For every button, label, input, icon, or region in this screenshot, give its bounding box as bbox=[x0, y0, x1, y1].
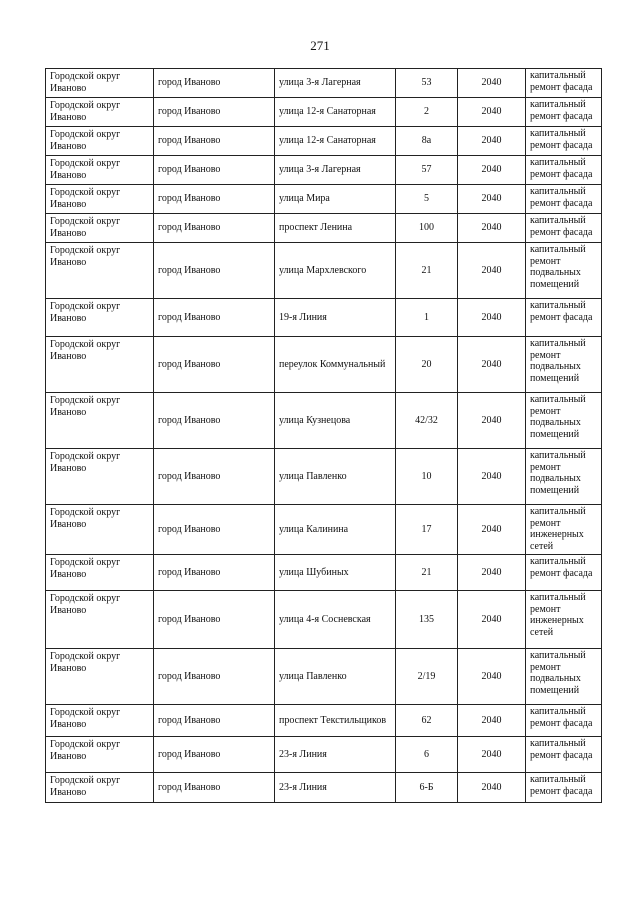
district-cell: Городской округ Иваново bbox=[46, 98, 154, 127]
district-cell: Городской округ Иваново bbox=[46, 449, 154, 505]
year-cell: 2040 bbox=[458, 591, 526, 649]
house-number-cell: 1 bbox=[396, 299, 458, 337]
city-cell: город Иваново bbox=[154, 737, 275, 773]
year-cell: 2040 bbox=[458, 185, 526, 214]
district-cell: Городской округ Иваново bbox=[46, 299, 154, 337]
city-cell: город Иваново bbox=[154, 555, 275, 591]
street-cell: улица 4-я Сосневская bbox=[275, 591, 396, 649]
city-cell: город Иваново bbox=[154, 69, 275, 98]
table-row bbox=[46, 69, 602, 98]
street-cell: улица 12-я Санаторная bbox=[275, 127, 396, 156]
district-cell: Городской округ Иваново bbox=[46, 649, 154, 705]
work-type-cell: капитальный ремонт фасада bbox=[526, 299, 602, 337]
table-row bbox=[46, 156, 602, 185]
work-type-cell: капитальный ремонт фасада bbox=[526, 185, 602, 214]
work-type-cell: капитальный ремонт подвальных помещений bbox=[526, 337, 602, 393]
street-cell: проспект Текстильщиков bbox=[275, 705, 396, 737]
repair-schedule-table bbox=[45, 68, 602, 803]
city-cell: город Иваново bbox=[154, 337, 275, 393]
house-number-cell: 17 bbox=[396, 505, 458, 555]
table-body bbox=[46, 69, 602, 803]
table-row bbox=[46, 127, 602, 156]
table-row bbox=[46, 649, 602, 705]
table-row bbox=[46, 299, 602, 337]
year-cell: 2040 bbox=[458, 505, 526, 555]
year-cell: 2040 bbox=[458, 214, 526, 243]
year-cell: 2040 bbox=[458, 449, 526, 505]
work-type-cell: капитальный ремонт инженерных сетей bbox=[526, 591, 602, 649]
work-type-cell: капитальный ремонт фасада bbox=[526, 773, 602, 803]
work-type-cell: капитальный ремонт фасада bbox=[526, 69, 602, 98]
district-cell: Городской округ Иваново bbox=[46, 555, 154, 591]
year-cell: 2040 bbox=[458, 737, 526, 773]
year-cell: 2040 bbox=[458, 243, 526, 299]
table-row bbox=[46, 449, 602, 505]
work-type-cell: капитальный ремонт фасада bbox=[526, 156, 602, 185]
work-type-cell: капитальный ремонт инженерных сетей bbox=[526, 505, 602, 555]
district-cell: Городской округ Иваново bbox=[46, 773, 154, 803]
district-cell: Городской округ Иваново bbox=[46, 737, 154, 773]
work-type-cell: капитальный ремонт подвальных помещений bbox=[526, 243, 602, 299]
year-cell: 2040 bbox=[458, 127, 526, 156]
year-cell: 2040 bbox=[458, 649, 526, 705]
year-cell: 2040 bbox=[458, 98, 526, 127]
city-cell: город Иваново bbox=[154, 773, 275, 803]
table-row bbox=[46, 337, 602, 393]
house-number-cell: 62 bbox=[396, 705, 458, 737]
city-cell: город Иваново bbox=[154, 127, 275, 156]
street-cell: улица Мира bbox=[275, 185, 396, 214]
year-cell: 2040 bbox=[458, 705, 526, 737]
street-cell: улица 3-я Лагерная bbox=[275, 156, 396, 185]
house-number-cell: 2 bbox=[396, 98, 458, 127]
year-cell: 2040 bbox=[458, 337, 526, 393]
work-type-cell: капитальный ремонт подвальных помещений bbox=[526, 449, 602, 505]
work-type-cell: капитальный ремонт фасада bbox=[526, 737, 602, 773]
district-cell: Городской округ Иваново bbox=[46, 505, 154, 555]
city-cell: город Иваново bbox=[154, 705, 275, 737]
street-cell: переулок Коммунальный bbox=[275, 337, 396, 393]
table-row bbox=[46, 705, 602, 737]
house-number-cell: 100 bbox=[396, 214, 458, 243]
house-number-cell: 135 bbox=[396, 591, 458, 649]
table-row bbox=[46, 591, 602, 649]
city-cell: город Иваново bbox=[154, 299, 275, 337]
year-cell: 2040 bbox=[458, 69, 526, 98]
district-cell: Городской округ Иваново bbox=[46, 69, 154, 98]
street-cell: улица 3-я Лагерная bbox=[275, 69, 396, 98]
city-cell: город Иваново bbox=[154, 505, 275, 555]
street-cell: проспект Ленина bbox=[275, 214, 396, 243]
city-cell: город Иваново bbox=[154, 591, 275, 649]
district-cell: Городской округ Иваново bbox=[46, 214, 154, 243]
house-number-cell: 6 bbox=[396, 737, 458, 773]
year-cell: 2040 bbox=[458, 299, 526, 337]
table-row bbox=[46, 773, 602, 803]
year-cell: 2040 bbox=[458, 773, 526, 803]
house-number-cell: 57 bbox=[396, 156, 458, 185]
district-cell: Городской округ Иваново bbox=[46, 243, 154, 299]
table-row bbox=[46, 243, 602, 299]
street-cell: улица Кузнецова bbox=[275, 393, 396, 449]
city-cell: город Иваново bbox=[154, 243, 275, 299]
work-type-cell: капитальный ремонт фасада bbox=[526, 555, 602, 591]
street-cell: 23-я Линия bbox=[275, 773, 396, 803]
page-number: 271 bbox=[310, 38, 330, 53]
city-cell: город Иваново bbox=[154, 185, 275, 214]
street-cell: улица Мархлевского bbox=[275, 243, 396, 299]
work-type-cell: капитальный ремонт подвальных помещений bbox=[526, 393, 602, 449]
table-row bbox=[46, 98, 602, 127]
table-row bbox=[46, 185, 602, 214]
street-cell: 19-я Линия bbox=[275, 299, 396, 337]
street-cell: улица Калинина bbox=[275, 505, 396, 555]
house-number-cell: 21 bbox=[396, 243, 458, 299]
table-row bbox=[46, 214, 602, 243]
work-type-cell: капитальный ремонт подвальных помещений bbox=[526, 649, 602, 705]
work-type-cell: капитальный ремонт фасада bbox=[526, 98, 602, 127]
work-type-cell: капитальный ремонт фасада bbox=[526, 214, 602, 243]
district-cell: Городской округ Иваново bbox=[46, 393, 154, 449]
house-number-cell: 42/32 bbox=[396, 393, 458, 449]
house-number-cell: 21 bbox=[396, 555, 458, 591]
house-number-cell: 6-Б bbox=[396, 773, 458, 803]
city-cell: город Иваново bbox=[154, 393, 275, 449]
house-number-cell: 5 bbox=[396, 185, 458, 214]
table-row bbox=[46, 393, 602, 449]
street-cell: улица Павленко bbox=[275, 449, 396, 505]
district-cell: Городской округ Иваново bbox=[46, 591, 154, 649]
house-number-cell: 10 bbox=[396, 449, 458, 505]
district-cell: Городской округ Иваново bbox=[46, 337, 154, 393]
work-type-cell: капитальный ремонт фасада bbox=[526, 127, 602, 156]
house-number-cell: 2/19 bbox=[396, 649, 458, 705]
house-number-cell: 20 bbox=[396, 337, 458, 393]
city-cell: город Иваново bbox=[154, 156, 275, 185]
street-cell: 23-я Линия bbox=[275, 737, 396, 773]
work-type-cell: капитальный ремонт фасада bbox=[526, 705, 602, 737]
district-cell: Городской округ Иваново bbox=[46, 705, 154, 737]
district-cell: Городской округ Иваново bbox=[46, 127, 154, 156]
house-number-cell: 8а bbox=[396, 127, 458, 156]
city-cell: город Иваново bbox=[154, 98, 275, 127]
district-cell: Городской округ Иваново bbox=[46, 156, 154, 185]
street-cell: улица 12-я Санаторная bbox=[275, 98, 396, 127]
year-cell: 2040 bbox=[458, 156, 526, 185]
table-row bbox=[46, 555, 602, 591]
city-cell: город Иваново bbox=[154, 449, 275, 505]
street-cell: улица Шубиных bbox=[275, 555, 396, 591]
city-cell: город Иваново bbox=[154, 214, 275, 243]
table-row bbox=[46, 737, 602, 773]
year-cell: 2040 bbox=[458, 555, 526, 591]
street-cell: улица Павленко bbox=[275, 649, 396, 705]
table-row bbox=[46, 505, 602, 555]
district-cell: Городской округ Иваново bbox=[46, 185, 154, 214]
house-number-cell: 53 bbox=[396, 69, 458, 98]
year-cell: 2040 bbox=[458, 393, 526, 449]
city-cell: город Иваново bbox=[154, 649, 275, 705]
